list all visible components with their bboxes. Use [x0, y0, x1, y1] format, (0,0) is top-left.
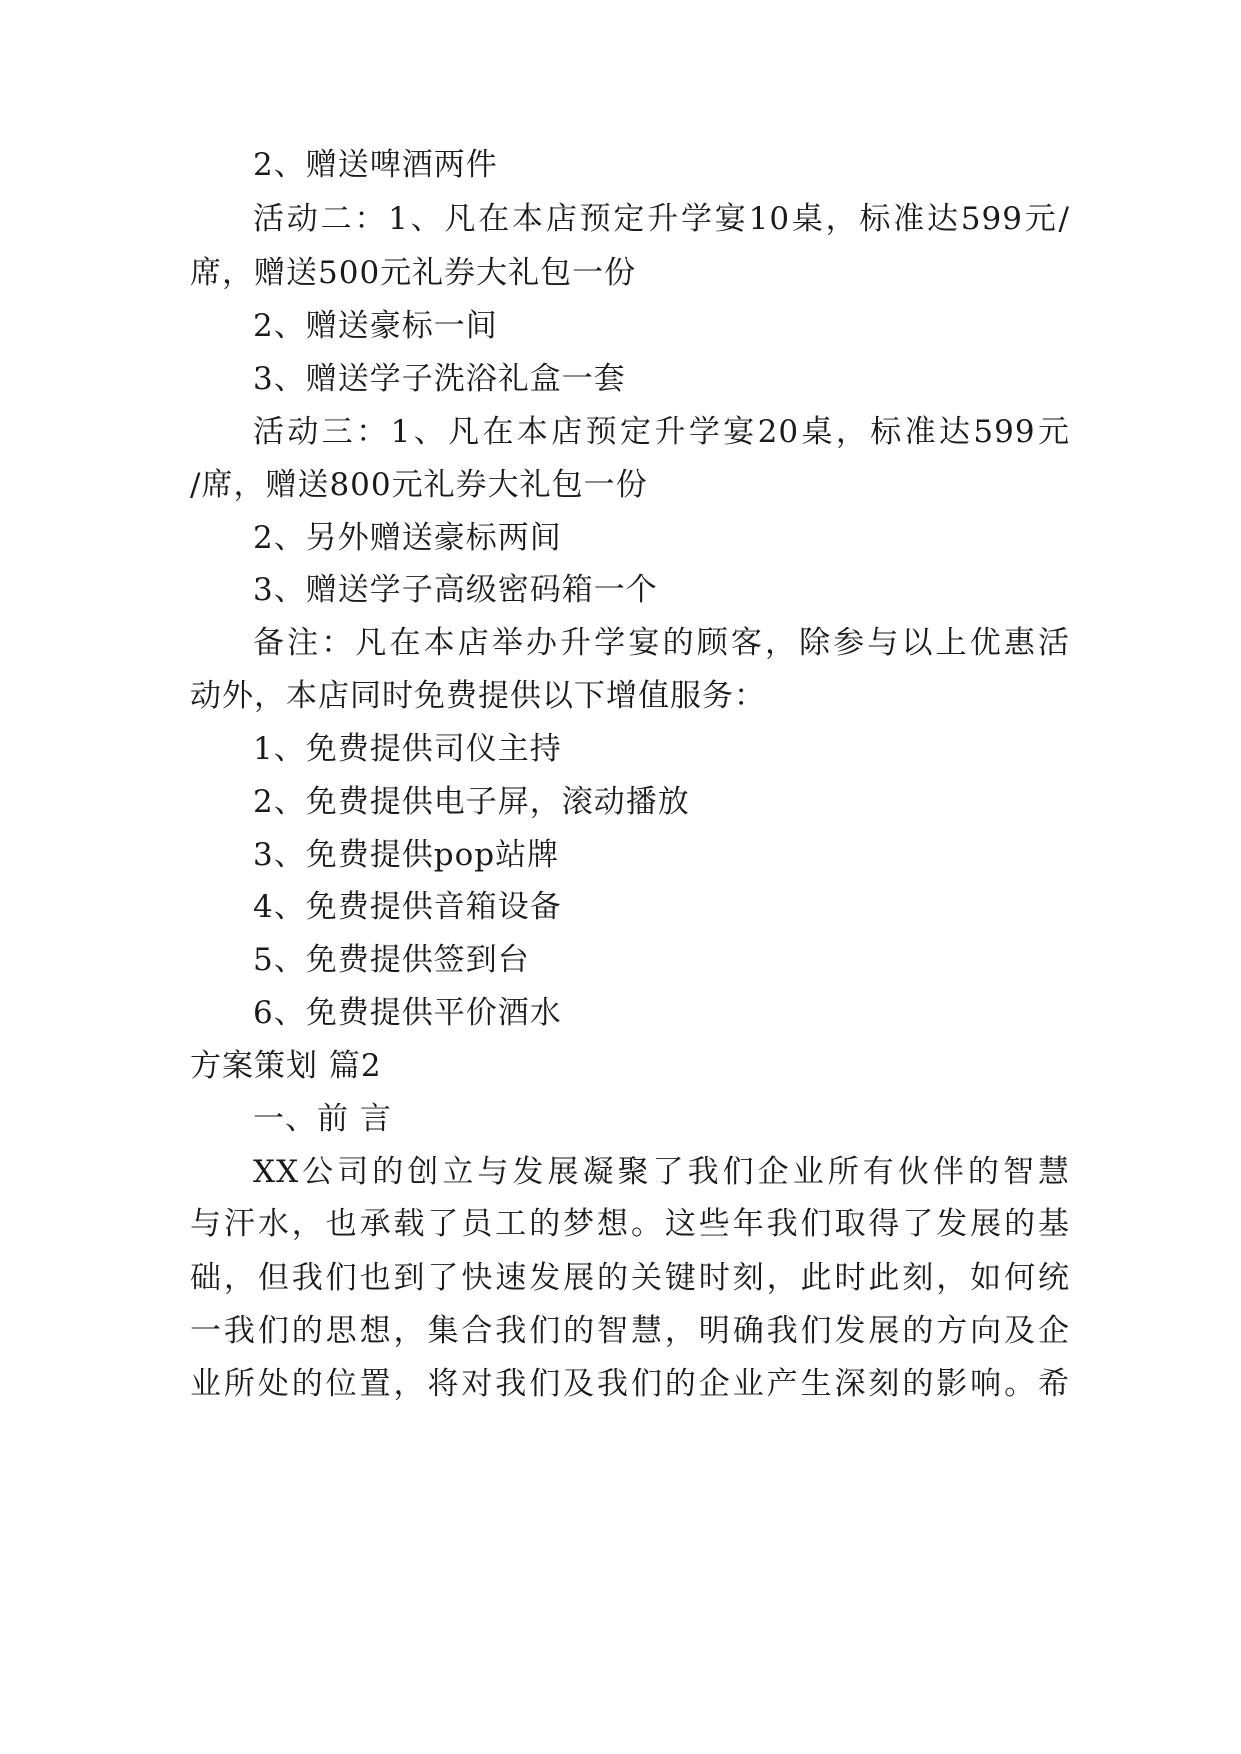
text-line: 1、免费提供司仪主持 — [253, 731, 562, 767]
text-line: 席，赠送500元礼券大礼包一份 — [190, 255, 637, 291]
text-line: 2、另外赠送豪标两间 — [253, 520, 562, 556]
text-line: 一我们的思想，集合我们的智慧，明确我们发展的方向及企 — [190, 1313, 1070, 1349]
text-line: 活动二：1、凡在本店预定升学宴10桌，标准达599元/ — [253, 201, 1070, 237]
text-line: 3、免费提供pop站牌 — [253, 837, 560, 873]
text-line: 础，但我们也到了快速发展的关键时刻，此时此刻，如何统 — [190, 1260, 1070, 1296]
subsection-heading: 一、前 言 — [253, 1101, 392, 1137]
text-line: 5、免费提供签到台 — [253, 942, 530, 978]
text-line: 2、免费提供电子屏，滚动播放 — [253, 784, 690, 820]
text-line: 3、赠送学子洗浴礼盒一套 — [253, 361, 626, 397]
text-line: 动外，本店同时免费提供以下增值服务： — [190, 678, 766, 714]
text-line: 与汗水，也承载了员工的梦想。这些年我们取得了发展的基 — [190, 1206, 1070, 1242]
section-heading: 方案策划 篇2 — [190, 1048, 382, 1084]
text-line: 2、赠送啤酒两件 — [253, 147, 498, 183]
text-line: 2、赠送豪标一间 — [253, 308, 498, 344]
text-line: 6、免费提供平价酒水 — [253, 995, 562, 1031]
text-line: 4、免费提供音箱设备 — [253, 889, 562, 925]
text-line: 3、赠送学子高级密码箱一个 — [253, 572, 658, 608]
text-line: 活动三：1、凡在本店预定升学宴20桌，标准达599元 — [253, 414, 1070, 450]
text-line: XX公司的创立与发展凝聚了我们企业所有伙伴的智慧 — [253, 1154, 1070, 1190]
text-line: /席，赠送800元礼券大礼包一份 — [190, 467, 648, 503]
text-line: 备注：凡在本店举办升学宴的顾客，除参与以上优惠活 — [253, 625, 1070, 661]
text-line: 业所处的位置，将对我们及我们的企业产生深刻的影响。希 — [190, 1366, 1070, 1402]
